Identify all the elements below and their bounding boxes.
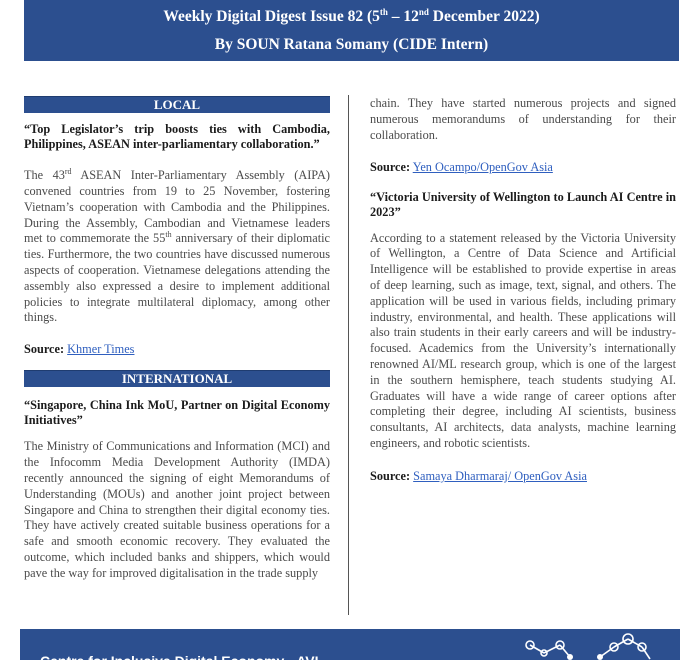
victoria-body: According to a statement released by the Victoria University of Wellington, a Centre of Data Science and Artificial Intelligence will be established to provide expertise in areas of deep learning, such as image, text, signal, and others. The application will be used in various fields, including primary industry, environmental, and health. These applications will also train students in their early careers and will be industry-focused. Academics from the University’s internationally renowned AI/ML research group, which is one of the largest in the southern hemisphere, teach students studying AI. Graduates will have a wide range of career options after completing their degree, including AI scientists, business consultants, AI architects, data analysts, machine learning engineers, and robotic scientists. <box>370 230 676 450</box>
international-headline: “Singapore, China Ink MoU, Partner on Digital Economy Initiatives” <box>24 398 330 427</box>
victoria-headline: “Victoria University of Wellington to Launch AI Centre in 2023” <box>370 190 676 219</box>
local-headline: “Top Legislator’s trip boosts ties with Cambodia, Philippines, ASEAN inter-parliamentary collaboration.” <box>24 122 330 151</box>
local-body: The 43rd ASEAN Inter-Parliamentary Assembly (AIPA) convened countries from 19 to 25 November, fostering Vietnam’s cooperation with Cambodia and the Philippines. During the Assembly, Cambodian and Vietnamese leaders met to commemorate the 55th anniversary of their diplomatic ties. Furthermore, the two countries have discussed numerous aspects of cooperation. Vietnamese delegations attending the assembly also expressed a desire to implement additional policies to integrate multilateral diplomacy, among other things. <box>24 167 330 325</box>
digest-header <box>24 0 679 61</box>
footer-org-name: Centre for Inclusive Digital Economy - AVI <box>40 653 319 669</box>
footer-banner <box>20 629 680 669</box>
local-source: Source: Khmer Times <box>24 342 135 357</box>
digest-title: Weekly Digital Digest Issue 82 (5th – 12nd December 2022) <box>163 6 540 25</box>
international-body-continued: chain. They have started numerous projects and signed numerous memorandums of understanding for their collaboration. <box>370 96 676 142</box>
section-international-heading: INTERNATIONAL <box>24 370 330 387</box>
victoria-source-link[interactable]: Samaya Dharmaraj/ OpenGov Asia <box>413 468 587 483</box>
international-source-link[interactable]: Yen Ocampo/OpenGov Asia <box>412 160 553 175</box>
international-body: The Ministry of Communications and Information (MCI) and the Infocomm Media Development Authority (IMDA) recently announced the signing of eight Memorandums of Understanding (MOUs) and another joint project between Singapore and China to strengthen their digital economy ties. They have actively created suitable business operations for a safe and smooth economic recovery. They evaluated the outcome, which included banks and shippers, which would pave the way for improved digitalisation in the trade supply <box>24 439 330 580</box>
local-source-link[interactable]: Khmer Times <box>67 342 135 357</box>
column-divider <box>348 95 349 615</box>
right-column <box>370 96 676 484</box>
section-local-heading: LOCAL <box>24 96 330 113</box>
digest-byline: By SOUN Ratana Somany (CIDE Intern) <box>214 36 489 53</box>
network-graph-icon <box>510 631 660 661</box>
left-column <box>24 96 330 582</box>
victoria-source: Source: Samaya Dharmaraj/ OpenGov Asia <box>370 468 587 483</box>
international-source: Source: Yen Ocampo/OpenGov Asia <box>370 160 553 175</box>
